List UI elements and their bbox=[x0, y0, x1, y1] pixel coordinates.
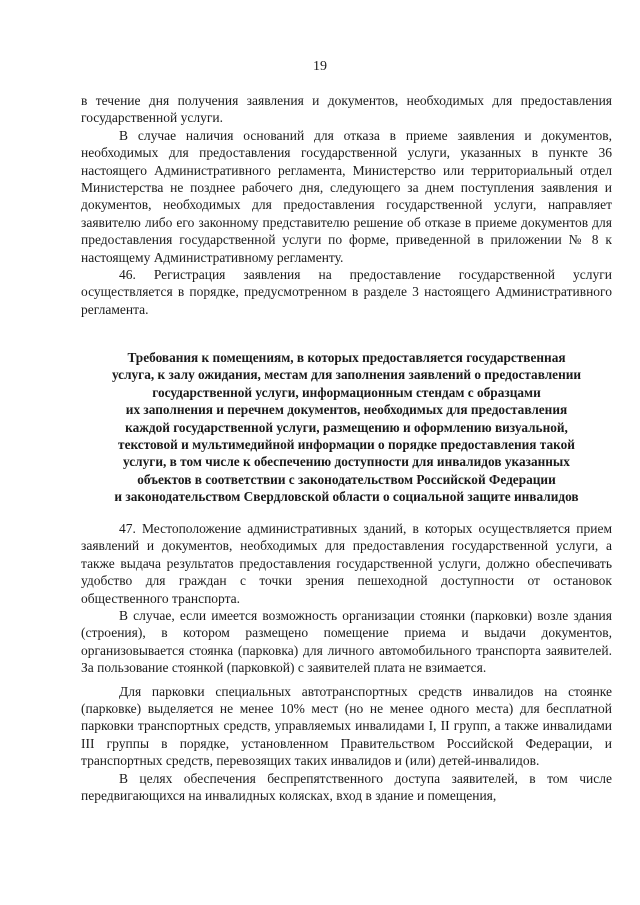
heading-line: Требования к помещениям, в которых предоставляется государственная bbox=[127, 350, 566, 365]
paragraph-46-registration: 46. Регистрация заявления на предоставление государственной услуги осуществляется в порядке, предусмотренном в разделе 3 настоящего Административного регламента. bbox=[81, 267, 612, 317]
heading-line: и законодательством Свердловской области о социальной защите инвалидов bbox=[114, 489, 579, 505]
paragraph-continuation: в течение дня получения заявления и документов, необходимых для предоставления государственной услуги. bbox=[81, 93, 612, 126]
heading-line: текстовой и мультимедийной информации о порядке предоставления такой bbox=[118, 437, 575, 453]
paragraph-accessibility: В целях обеспечения беспрепятственного доступа заявителей, в том числе передвигающихся на инвалидных колясках, вход в здание и помещения, bbox=[81, 770, 612, 804]
heading-line: услуга, к залу ожидания, местам для заполнения заявлений о предоставлении bbox=[111, 367, 582, 383]
paragraph-disabled-parking: Для парковки специальных автотранспортных средств инвалидов на стоянке (парковке) выделяется не менее 10% мест (но не менее одного места) для бесплатной парковки транспортных средств, управляемых инвалидами I, II групп, а также инвалидами III группы в порядке, установленном Правительством Российской Федерации, и транспортных средств, перевозящих таких инвалидов и (или) детей-инвалидов. bbox=[81, 683, 612, 769]
heading-line: государственной услуги, информационным стендам с образцами bbox=[152, 384, 541, 400]
heading-line: объектов в соответствии с законодательством Российской Федерации bbox=[137, 471, 556, 487]
heading-line: их заполнения и перечнем документов, необходимых для предоставления bbox=[125, 402, 568, 418]
paragraph-47-location: 47. Местоположение административных зданий, в которых осуществляется прием заявлений и документов, необходимых для предоставления государственной услуги, а также выдача результатов предоставления государственной услуги, должно обеспечивать удобство для граждан с точки зрения пешеходной доступности от остановок общественного транспорта. bbox=[81, 521, 612, 606]
page-number: 19 bbox=[313, 59, 327, 74]
text-block-upper bbox=[81, 92, 612, 318]
heading-line: услуги, в том числе к обеспечению доступности для инвалидов указанных bbox=[123, 454, 570, 470]
paragraph-parking: В случае, если имеется возможность организации стоянки (парковки) возле здания (строения), в котором размещено помещение приема и выдачи документов, организовывается стоянка (парковка) для личного автомобильного транспорта заявителей. За пользование стоянкой (парковкой) с заявителей плата не взимается. bbox=[81, 608, 612, 676]
paragraph-refusal-grounds: В случае наличия оснований для отказа в приеме заявления и документов, необходимых для предоставления государственной услуги, указанных в пункте 36 настоящего Административного регламента, Министерство или территориальный отдел Министерства не позднее рабочего дня, следующего за днем поступления заявления и документов, необходимых для предоставления государственной услуги, направляет заявителю либо его законному представителю решение об отказе в приеме документов для предоставления государственной услуги по форме, приведенной в приложении № 8 к настоящему Административному регламенту. bbox=[81, 127, 612, 265]
heading-line: каждой государственной услуги, размещению и оформлению визуальной, bbox=[125, 419, 568, 435]
text-block-lower bbox=[81, 520, 612, 805]
section-heading bbox=[81, 349, 612, 506]
